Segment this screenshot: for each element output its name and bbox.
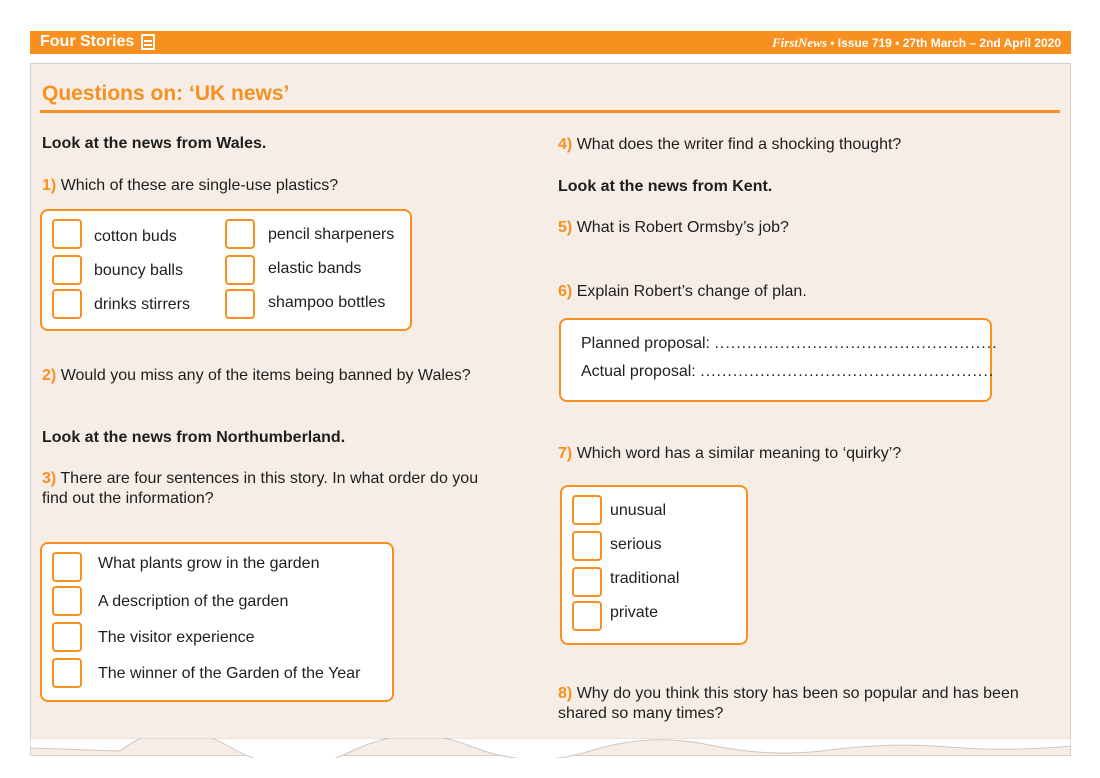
option-label: cotton buds [94, 228, 177, 245]
question-2 [42, 366, 471, 386]
planned-proposal-fill: .................................................... [714, 335, 998, 352]
question-7 [558, 444, 901, 464]
question-7-number: 7) [558, 445, 573, 462]
wales-heading: Look at the news from Wales. [42, 135, 267, 152]
question-6-number: 6) [558, 283, 573, 300]
checkbox-drinks-stirrers[interactable] [52, 289, 82, 319]
order-box-2[interactable] [52, 586, 82, 616]
checkbox-bouncy-balls[interactable] [52, 255, 82, 285]
question-2-text: Would you miss any of the items being banned by Wales? [60, 367, 471, 384]
option-label: The visitor experience [98, 629, 255, 646]
question-5 [558, 218, 789, 238]
question-8 [558, 684, 1028, 724]
actual-proposal-label: Actual proposal: [581, 363, 696, 380]
planned-proposal-line[interactable] [581, 334, 998, 354]
option-label: A description of the garden [98, 593, 289, 610]
option-label: drinks stirrers [94, 296, 191, 313]
question-8-number: 8) [558, 685, 573, 702]
actual-proposal-line[interactable] [581, 362, 994, 382]
order-box-1[interactable] [52, 552, 82, 582]
q6-answer-box [559, 318, 998, 402]
page-title: Questions on: ‘UK news’ [42, 82, 290, 105]
issue-details: • Issue 719 • 27th March – 2nd April 2020 [830, 36, 1061, 50]
checkbox-pencil-sharpeners[interactable] [225, 219, 255, 249]
option-label: bouncy balls [94, 262, 183, 279]
section-label [40, 33, 155, 51]
option-label: private [610, 604, 659, 621]
header-bar [30, 31, 1071, 54]
q3-options-box [40, 542, 394, 702]
document-icon [141, 34, 155, 50]
option-label: traditional [610, 570, 680, 587]
question-2-number: 2) [42, 367, 57, 384]
order-box-4[interactable] [52, 658, 82, 688]
checkbox-serious[interactable] [572, 531, 602, 561]
northumberland-heading: Look at the news from Northumberland. [42, 429, 346, 446]
q1-options-box [40, 209, 412, 331]
brand-name: FirstNews [772, 35, 827, 50]
torn-edge [30, 738, 1071, 758]
question-3-text: There are four sentences in this story. In what order do you find out the information? [42, 470, 479, 507]
option-label: What plants grow in the garden [98, 555, 320, 572]
checkbox-unusual[interactable] [572, 495, 602, 525]
issue-info [772, 35, 1061, 51]
section-label-text: Four Stories [40, 33, 135, 50]
option-label: serious [610, 536, 662, 553]
checkbox-shampoo-bottles[interactable] [225, 289, 255, 319]
checkbox-private[interactable] [572, 601, 602, 631]
kent-heading: Look at the news from Kent. [558, 178, 773, 195]
q7-options-box [560, 485, 748, 645]
option-label: The winner of the Garden of the Year [98, 665, 361, 682]
option-label: unusual [610, 502, 667, 519]
question-7-text: Which word has a similar meaning to ‘quirky’? [576, 445, 902, 462]
question-1-number: 1) [42, 177, 57, 194]
question-1 [42, 176, 338, 196]
questions-panel [30, 63, 1071, 756]
title-divider [40, 110, 1060, 113]
question-6 [558, 282, 807, 302]
question-5-text: What is Robert Ormsby’s job? [576, 219, 789, 236]
option-label: elastic bands [268, 260, 362, 277]
checkbox-cotton-buds[interactable] [52, 219, 82, 249]
question-4-number: 4) [558, 136, 573, 153]
question-8-text: Why do you think this story has been so popular and has been shared so many times? [558, 685, 1019, 722]
question-4 [558, 135, 901, 155]
question-3 [42, 469, 492, 509]
question-4-text: What does the writer find a shocking thought? [576, 136, 902, 153]
question-3-number: 3) [42, 470, 57, 487]
checkbox-traditional[interactable] [572, 567, 602, 597]
actual-proposal-fill: ...................................................... [700, 363, 995, 380]
option-label: pencil sharpeners [268, 226, 395, 243]
question-1-text: Which of these are single-use plastics? [60, 177, 339, 194]
question-5-number: 5) [558, 219, 573, 236]
order-box-3[interactable] [52, 622, 82, 652]
checkbox-elastic-bands[interactable] [225, 255, 255, 285]
planned-proposal-label: Planned proposal: [581, 335, 710, 352]
question-6-text: Explain Robert’s change of plan. [576, 283, 807, 300]
option-label: shampoo bottles [268, 294, 386, 311]
